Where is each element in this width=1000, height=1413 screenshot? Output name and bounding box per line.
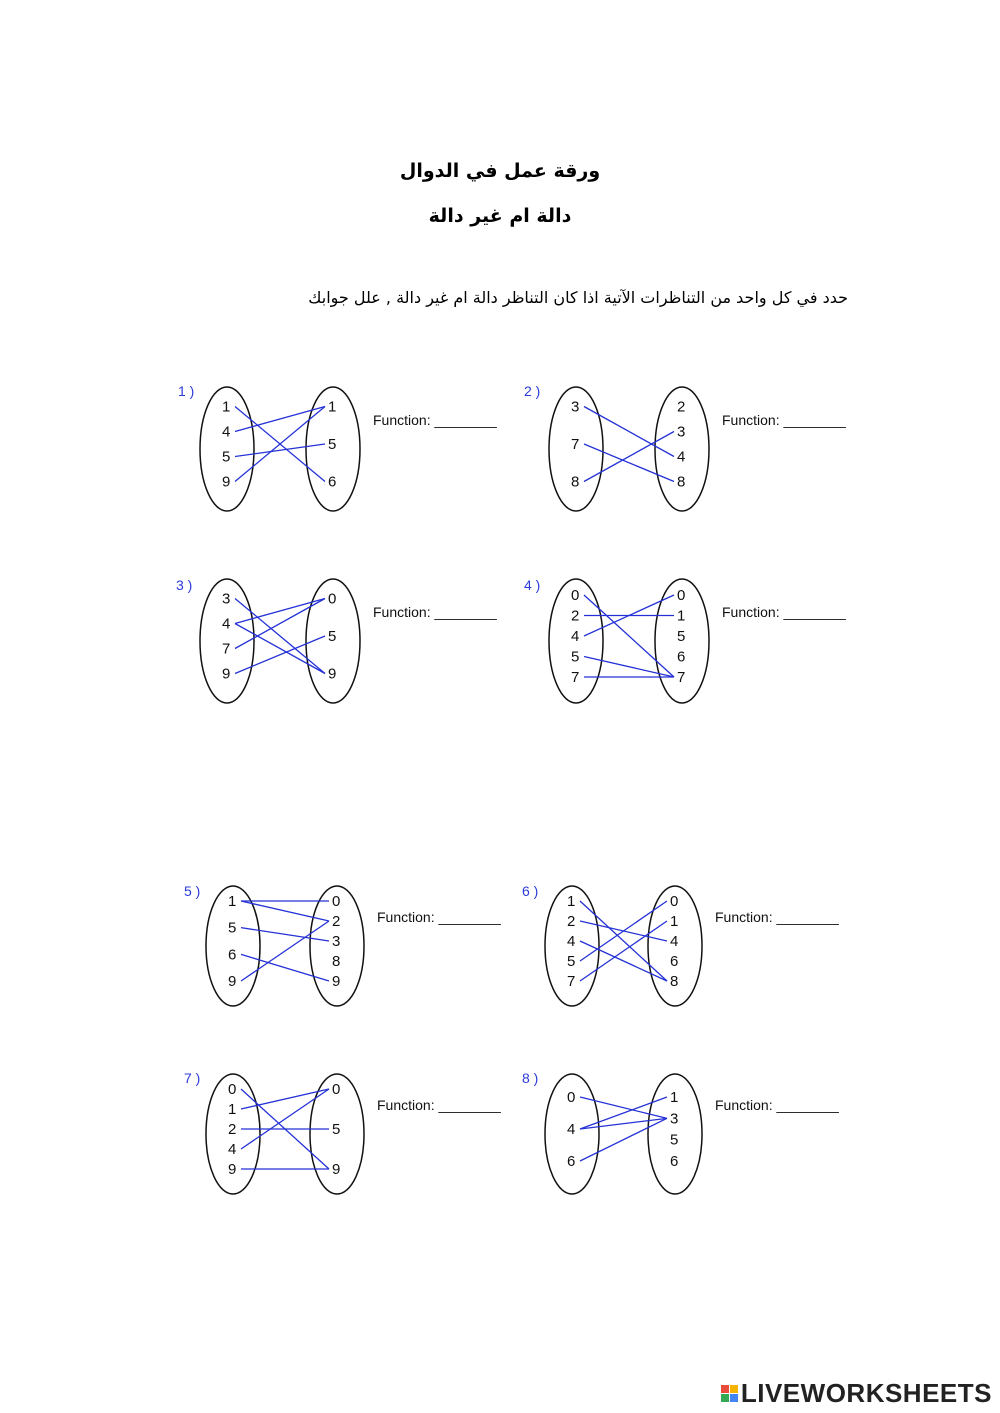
domain-value: 0: [228, 1081, 237, 1098]
range-value: 6: [670, 1153, 679, 1170]
range-value: 3: [677, 423, 686, 441]
domain-value: 9: [222, 665, 231, 683]
range-value: 0: [677, 587, 686, 604]
function-answer-label: Function: ________: [715, 909, 839, 925]
problem-number-label: 1 ): [178, 383, 195, 399]
range-value: 4: [670, 933, 679, 950]
domain-value: 2: [567, 913, 576, 930]
mapping-arrow: [580, 941, 667, 981]
range-value: 5: [677, 628, 686, 645]
domain-value: 1: [228, 1101, 237, 1118]
mapping-problem-5: [184, 883, 501, 1006]
domain-value: 8: [571, 473, 580, 491]
mapping-arrow: [235, 599, 325, 674]
mapping-arrow: [584, 432, 674, 482]
mapping-problem-7: [184, 1070, 501, 1194]
range-value: 3: [332, 933, 341, 950]
function-answer-label: Function: ________: [722, 604, 846, 620]
range-value: 9: [332, 1161, 341, 1178]
liveworksheets-logo: [721, 1378, 992, 1409]
function-answer-label: Function: ________: [373, 412, 497, 428]
range-value: 0: [332, 893, 341, 910]
mapping-problem-1: [178, 383, 497, 511]
function-answer-label: Function: ________: [373, 604, 497, 620]
liveworksheets-logo-icon: [721, 1385, 738, 1402]
mapping-arrow: [235, 444, 325, 457]
domain-value: 2: [228, 1121, 237, 1138]
domain-value: 4: [228, 1141, 237, 1158]
range-value: 8: [677, 473, 686, 491]
domain-value: 5: [222, 448, 231, 466]
problem-number-label: 7 ): [184, 1070, 201, 1086]
domain-value: 4: [571, 628, 580, 645]
domain-value: 4: [567, 933, 576, 950]
domain-value: 4: [567, 1121, 576, 1138]
function-answer-label: Function: ________: [722, 412, 846, 428]
domain-value: 4: [222, 615, 231, 633]
range-value: 7: [677, 669, 686, 686]
problem-number-label: 5 ): [184, 883, 201, 899]
function-answer-label: Function: ________: [715, 1097, 839, 1113]
range-value: 6: [328, 473, 337, 491]
mapping-arrow: [584, 595, 674, 677]
worksheet-subtitle: دالة ام غير دالة: [428, 205, 572, 227]
range-value: 0: [328, 590, 337, 608]
range-value: 8: [670, 973, 679, 990]
domain-value: 5: [228, 919, 237, 937]
range-value: 1: [670, 913, 679, 930]
mapping-arrow: [580, 921, 667, 981]
function-answer-label: Function: ________: [377, 1097, 501, 1113]
range-value: 3: [670, 1110, 679, 1128]
range-value: 1: [677, 607, 686, 625]
range-value: 4: [677, 448, 686, 466]
range-value: 9: [328, 665, 337, 683]
mapping-problem-3: [176, 577, 497, 703]
mapping-problem-4: [524, 577, 846, 703]
range-value: 5: [670, 1131, 679, 1149]
mapping-arrow: [584, 657, 674, 678]
domain-value: 9: [228, 973, 237, 990]
domain-value: 7: [222, 640, 231, 658]
domain-value: 6: [228, 946, 237, 964]
range-value: 5: [328, 628, 337, 645]
liveworksheets-brand: LIVEWORKSHEETS: [740, 1378, 992, 1408]
problem-number-label: 2 ): [524, 383, 541, 399]
domain-value: 2: [571, 607, 580, 625]
range-value: 6: [670, 953, 679, 970]
domain-value: 7: [571, 436, 580, 453]
problem-number-label: 8 ): [522, 1070, 539, 1086]
range-value: 2: [677, 398, 686, 416]
range-value: 1: [670, 1089, 679, 1106]
range-value: 0: [332, 1081, 341, 1098]
problem-number-label: 6 ): [522, 883, 539, 899]
domain-value: 9: [228, 1161, 237, 1178]
domain-value: 1: [567, 893, 576, 910]
domain-value: 1: [222, 398, 231, 416]
worksheet-title: ورقة عمل في الدوال: [399, 160, 601, 182]
domain-value: 0: [571, 587, 580, 604]
range-value: 0: [670, 893, 679, 910]
domain-value: 1: [228, 893, 237, 910]
domain-value: 3: [571, 398, 580, 416]
domain-value: 7: [567, 973, 576, 990]
range-value: 9: [332, 973, 341, 990]
instruction-text: حدد في كل واحد من التناظرات الآتية اذا كان التناظر دالة ام غير دالة , علل جوابك: [308, 288, 848, 307]
range-value: 5: [328, 436, 337, 453]
range-value: 1: [328, 398, 337, 416]
domain-value: 6: [567, 1153, 576, 1170]
function-answer-label: Function: ________: [377, 909, 501, 925]
range-value: 2: [332, 913, 341, 930]
domain-value: 4: [222, 423, 231, 441]
mapping-arrow: [235, 624, 325, 674]
mapping-problem-8: [522, 1070, 839, 1194]
range-value: 6: [677, 648, 686, 666]
mapping-arrow: [241, 954, 329, 981]
domain-value: 9: [222, 473, 231, 491]
problem-number-label: 4 ): [524, 577, 541, 593]
domain-value: 5: [571, 648, 580, 666]
domain-value: 7: [571, 669, 580, 686]
domain-value: 5: [567, 953, 576, 970]
range-value: 8: [332, 953, 341, 970]
domain-value: 0: [567, 1089, 576, 1106]
domain-value: 3: [222, 590, 231, 608]
mapping-problem-2: [524, 383, 846, 511]
mapping-arrow: [580, 901, 667, 981]
mapping-problem-6: [522, 883, 839, 1006]
mapping-arrow: [580, 1097, 667, 1118]
range-value: 5: [332, 1121, 341, 1138]
problem-number-label: 3 ): [176, 577, 193, 593]
